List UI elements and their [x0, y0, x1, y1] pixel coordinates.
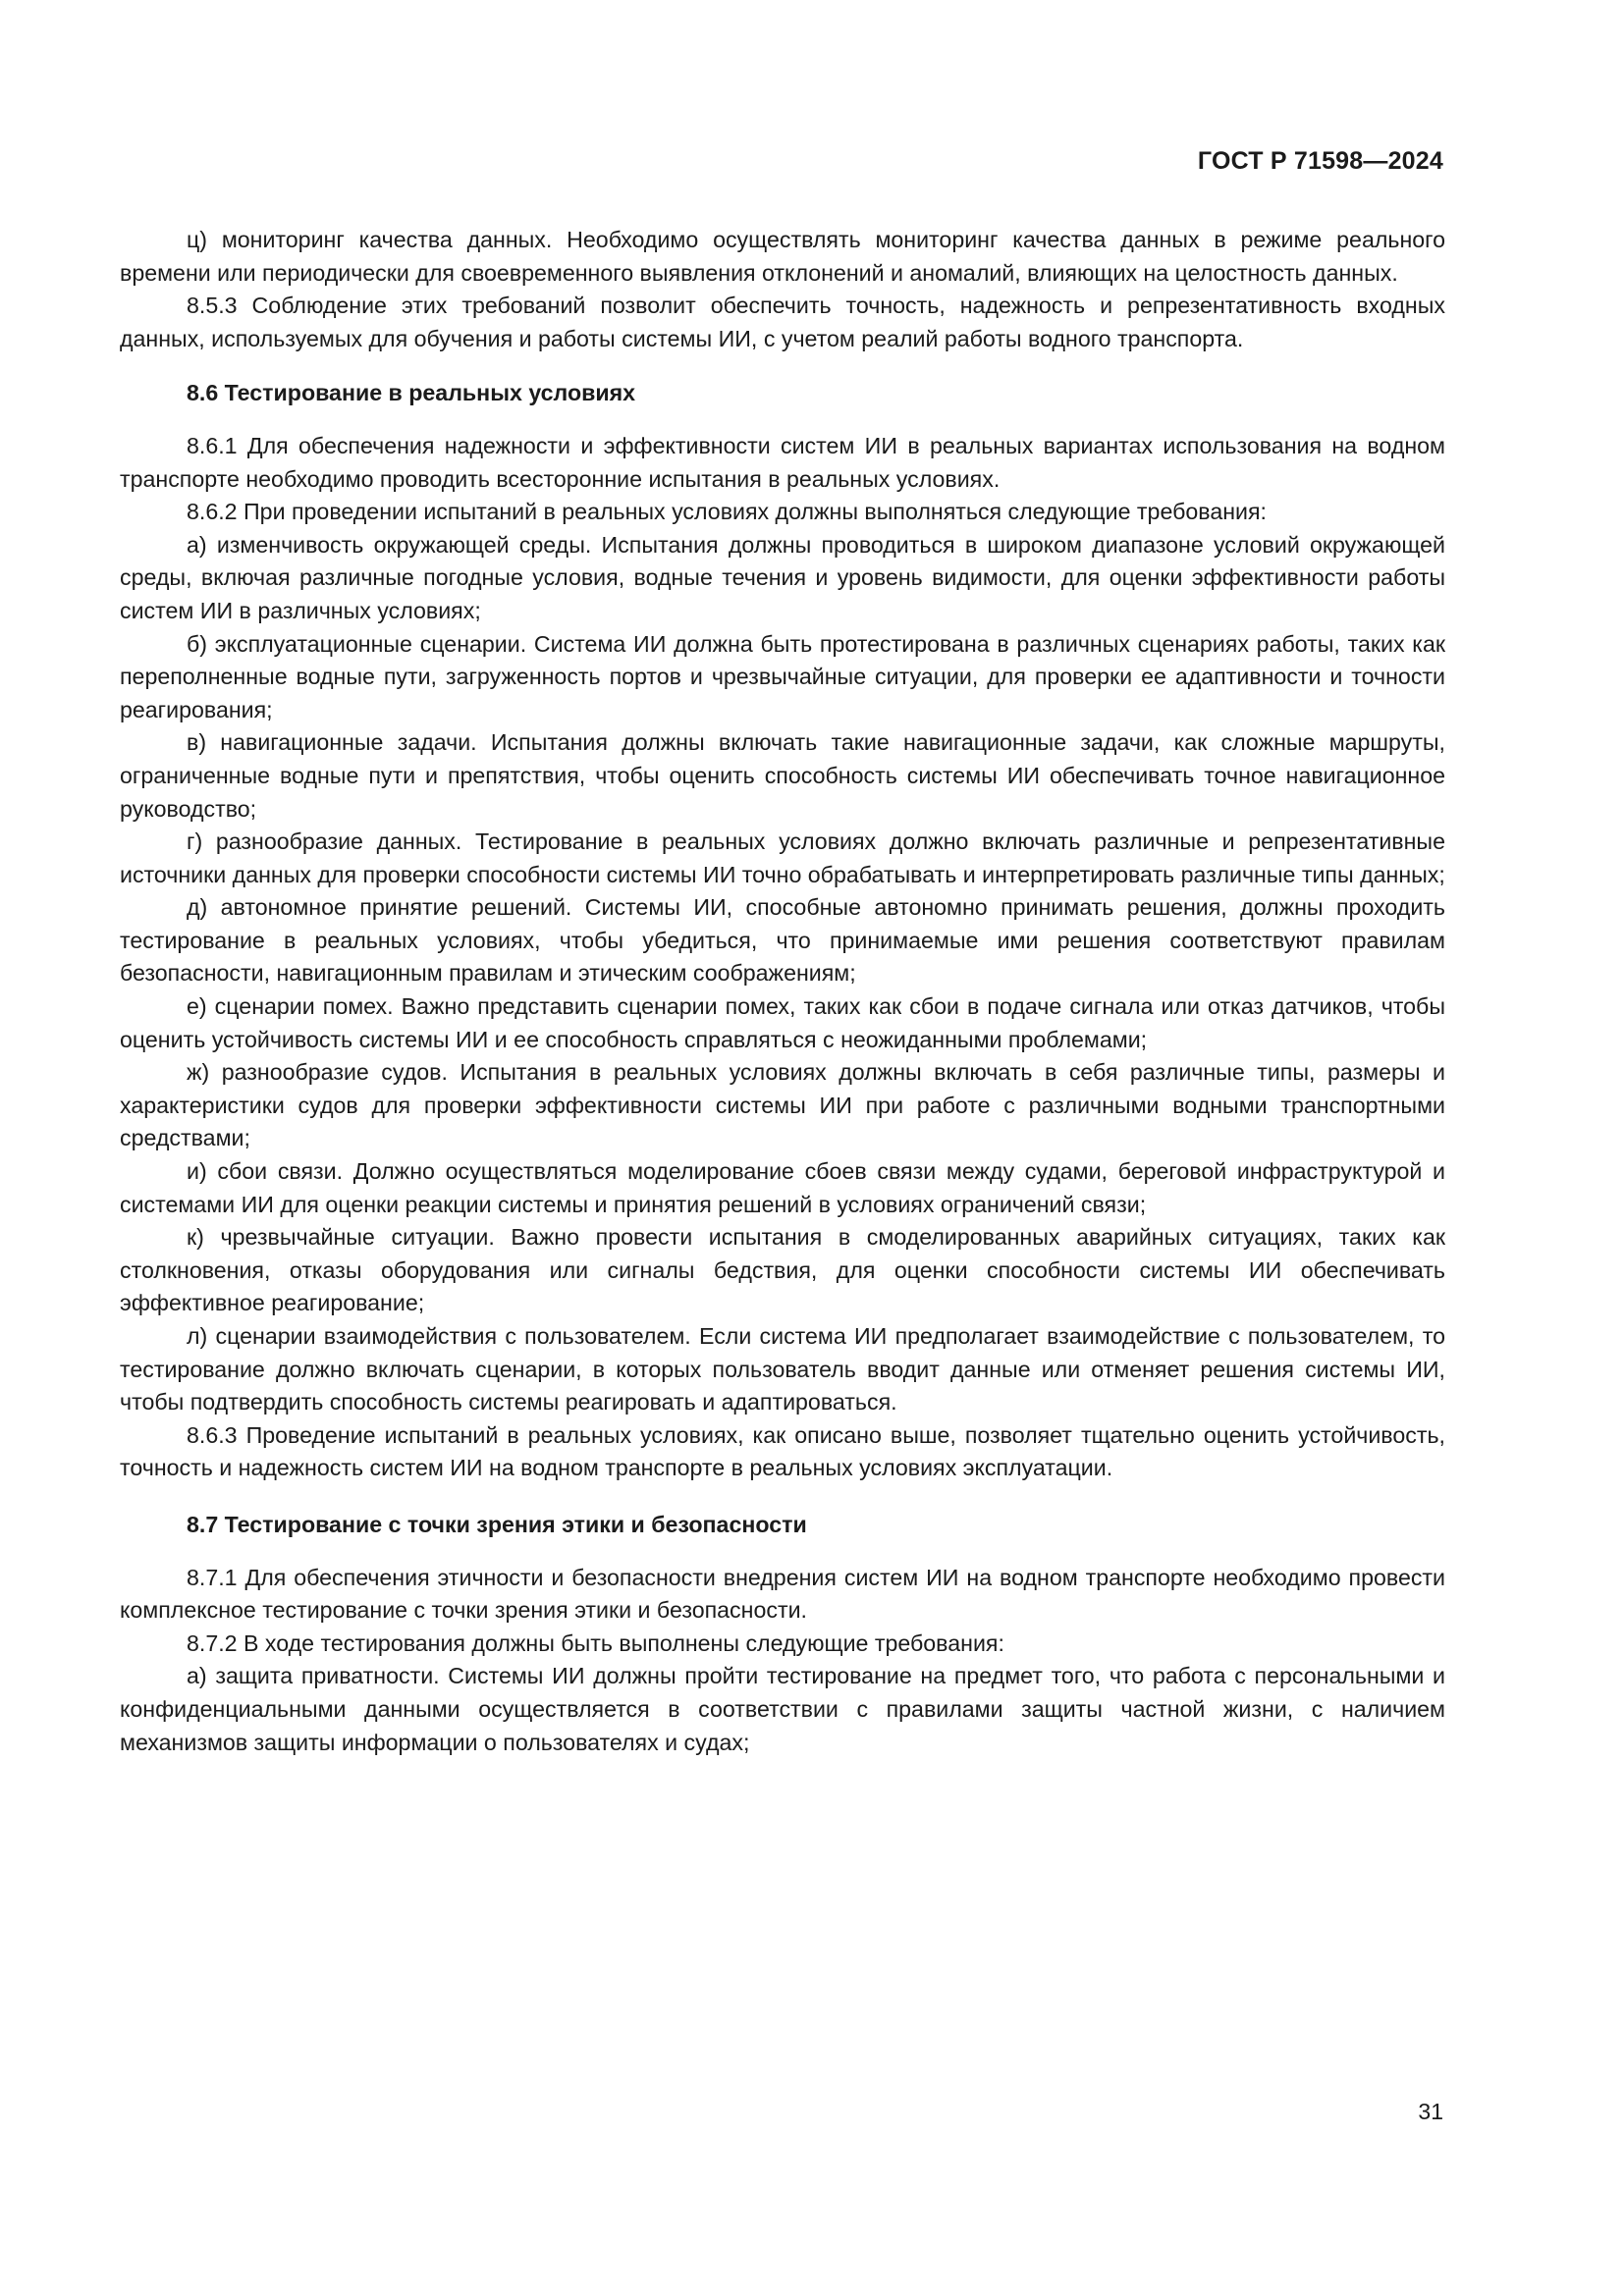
- list-item-a-environment: а) изменчивость окружающей среды. Испытания должны проводиться в широком диапазоне условий окружающей среды, включая различные погодные условия, водные течения и уровень видимости, для оценки эффективности работы систем ИИ в различных условиях;: [120, 531, 1445, 623]
- section-heading-8-7: 8.7 Тестирование с точки зрения этики и безопасности: [187, 1511, 807, 1537]
- paragraph-8-7-1: 8.7.1 Для обеспечения этичности и безопасности внедрения систем ИИ на водном транспорте необходимо провести комплексное тестирование с точки зрения этики и безопасности.: [120, 1564, 1445, 1624]
- paragraph-8-6-3: 8.6.3 Проведение испытаний в реальных условиях, как описано выше, позволяет тщательно оценить устойчивость, точность и надежность систем ИИ на водном транспорте в реальных условиях эксплуатации.: [120, 1421, 1445, 1481]
- list-item-g-data-diversity: г) разнообразие данных. Тестирование в реальных условиях должно включать различные и репрезентативные источники данных для проверки способности системы ИИ точно обрабатывать и интерпретировать различные типы данных;: [120, 828, 1445, 887]
- list-item-l-user-interaction: л) сценарии взаимодействия с пользователем. Если система ИИ предполагает взаимодействие с пользователем, то тестирование должно включать сценарии, в которых пользователь вводит данные или отменяет решения системы ИИ, чтобы подтвердить способность системы реагировать и адаптироваться.: [120, 1323, 1445, 1415]
- paragraph-8-5-3: 8.5.3 Соблюдение этих требований позволит обеспечить точность, надежность и репрезентативность входных данных, используемых для обучения и работы системы ИИ, с учетом реалий работы водного транспорта.: [120, 293, 1445, 351]
- page-number: 31: [1418, 2099, 1443, 2124]
- paragraph-c-data-monitoring: ц) мониторинг качества данных. Необходимо осуществлять мониторинг качества данных в режиме реального времени или периодически для своевременного выявления отклонений и аномалий, влияющих на целостность данных.: [120, 227, 1445, 286]
- paragraph-8-6-1: 8.6.1 Для обеспечения надежности и эффективности систем ИИ в реальных вариантах использования на водном транспорте необходимо проводить всесторонние испытания в реальных условиях.: [120, 432, 1445, 492]
- list-item-e-interference: е) сценарии помех. Важно представить сценарии помех, таких как сбои в подаче сигнала или отказ датчиков, чтобы оценить устойчивость системы ИИ и ее способность справляться с неожиданными проблемами;: [120, 993, 1445, 1052]
- section-heading-8-6: 8.6 Тестирование в реальных условиях: [187, 380, 636, 406]
- list-item-k-emergency: к) чрезвычайные ситуации. Важно провести испытания в смоделированных аварийных ситуациях, таких как столкновения, отказы оборудования или сигналы бедствия, для оценки способности системы ИИ обеспечивать эффективное реагирование;: [120, 1224, 1445, 1316]
- paragraph-8-7-2: 8.7.2 В ходе тестирования должны быть выполнены следующие требования:: [187, 1629, 1004, 1656]
- list-item-zh-vessels: ж) разнообразие судов. Испытания в реальных условиях должны включать в себя различные типы, размеры и характеристики судов для проверки эффективности системы ИИ при работе с различными водными транспортными средствами;: [120, 1059, 1445, 1151]
- paragraph-8-6-2: 8.6.2 При проведении испытаний в реальных условиях должны выполняться следующие требования:: [187, 499, 1267, 525]
- list-item-d-autonomous: д) автономное принятие решений. Системы ИИ, способные автономно принимать решения, должны проходить тестирование в реальных условиях, чтобы убедиться, что принимаемые ими решения соответствуют правилам безопасности, навигационным правилам и этическим соображениям;: [120, 894, 1445, 987]
- list-item-v-navigation: в) навигационные задачи. Испытания должны включать такие навигационные задачи, как сложные маршруты, ограниченные водные пути и препятствия, чтобы оценить способность системы ИИ обеспечивать точное навигационное руководство;: [120, 729, 1445, 822]
- list-item-i-communication: и) сбои связи. Должно осуществляться моделирование сбоев связи между судами, береговой инфраструктурой и системами ИИ для оценки реакции системы и принятия решений в условиях ограничений связи;: [120, 1158, 1445, 1217]
- list-item-b-operational: б) эксплуатационные сценарии. Система ИИ должна быть протестирована в различных сценариях работы, таких как переполненные водные пути, загруженность портов и чрезвычайные ситуации, для проверки ее адаптивности и точности реагирования;: [120, 630, 1445, 722]
- list-item-a-privacy: а) защита приватности. Системы ИИ должны пройти тестирование на предмет того, что работа с персональными и конфиденциальными данными осуществляется в соответствии с правилами защиты частной жизни, с наличием механизмов защиты информации о пользователях и судах;: [120, 1663, 1445, 1755]
- document-body: [120, 224, 1445, 1759]
- document-code-header: ГОСТ Р 71598—2024: [1197, 147, 1443, 175]
